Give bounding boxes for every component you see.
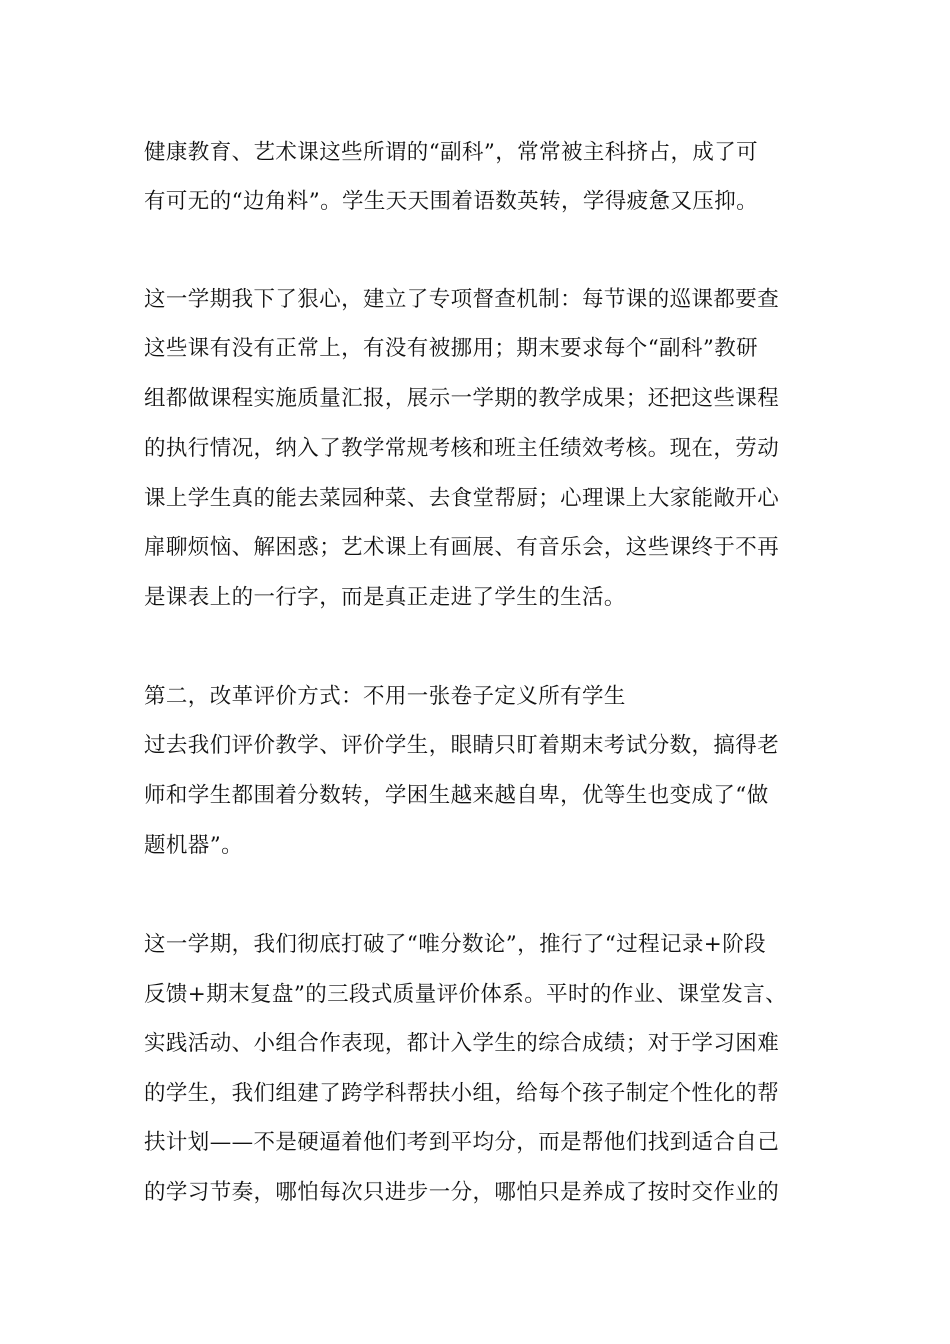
section-heading: 第二，改革评价方式：不用一张卷子定义所有学生 — [144, 684, 626, 709]
paragraph-line: 这一学期，我们彻底打破了“唯分数论”，推行了“过程记录+阶段 — [144, 932, 766, 957]
paragraph-line: 是课表上的一行字，而是真正走进了学生的生活。 — [144, 585, 626, 610]
paragraph-line: 的学生，我们组建了跨学科帮扶小组，给每个孩子制定个性化的帮 — [144, 1081, 780, 1106]
paragraph-line: 扉聊烦恼、解困惑；艺术课上有画展、有音乐会，这些课终于不再 — [144, 535, 780, 560]
paragraph-line: 课上学生真的能去菜园种菜、去食堂帮厨；心理课上大家能敞开心 — [144, 486, 780, 511]
paragraph-line: 反馈+期末复盘”的三段式质量评价体系。平时的作业、课堂发言、 — [144, 982, 788, 1007]
paragraph-line: 这些课有没有正常上，有没有被挪用；期末要求每个“副科”教研 — [144, 336, 759, 361]
paragraph-line: 师和学生都围着分数转，学困生越来越自卑，优等生也变成了“做 — [144, 783, 769, 808]
paragraph-line: 的执行情况，纳入了教学常规考核和班主任绩效考核。现在，劳动 — [144, 436, 780, 461]
paragraph-line: 扶计划——不是硬逼着他们考到平均分，而是帮他们找到适合自己 — [144, 1130, 780, 1155]
paragraph-line: 这一学期我下了狠心，建立了专项督查机制：每节课的巡课都要查 — [144, 287, 780, 312]
paragraph-line: 健康教育、艺术课这些所谓的“副科”，常常被主科挤占，成了可 — [144, 140, 759, 165]
paragraph-line: 组都做课程实施质量汇报，展示一学期的教学成果；还把这些课程 — [144, 386, 780, 411]
paragraph-line: 过去我们评价教学、评价学生，眼睛只盯着期末考试分数，搞得老 — [144, 733, 780, 758]
paragraph-line: 题机器”。 — [144, 833, 243, 858]
paragraph-line: 实践活动、小组合作表现，都计入学生的综合成绩；对于学习困难 — [144, 1031, 780, 1056]
paragraph-line: 有可无的“边角料”。学生天天围着语数英转，学得疲惫又压抑。 — [144, 189, 759, 214]
paragraph-line: 的学习节奏，哪怕每次只进步一分，哪怕只是养成了按时交作业的 — [144, 1180, 780, 1205]
